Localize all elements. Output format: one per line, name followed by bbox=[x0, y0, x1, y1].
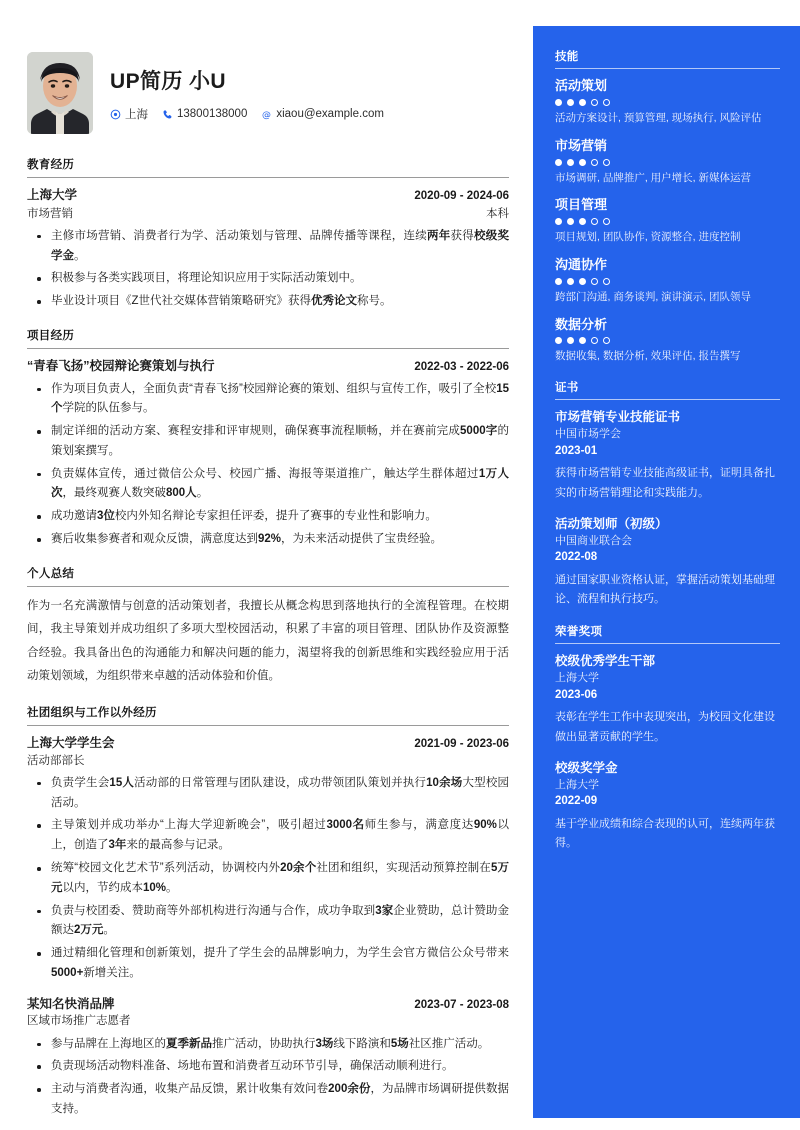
skill-item bbox=[555, 138, 780, 187]
award-name: 校级奖学金 bbox=[555, 760, 618, 775]
skill-level-dot bbox=[579, 278, 586, 285]
activity-bullets bbox=[27, 774, 509, 984]
skill-level-dot bbox=[567, 337, 574, 344]
location-text: 上海 bbox=[125, 109, 148, 121]
list-item: 主修市场营销、消费者行为学、活动策划与管理、品牌传播等课程，连续两年获得校级奖学金。 bbox=[27, 227, 509, 267]
skill-level-dot bbox=[603, 278, 610, 285]
skill-level-dot bbox=[555, 278, 562, 285]
sidebar bbox=[533, 26, 800, 1118]
section-title-education: 教育经历 bbox=[27, 156, 509, 178]
skill-name: 项目管理 bbox=[555, 197, 608, 213]
organization-name: 某知名快消品牌 bbox=[27, 996, 115, 1011]
list-item: 积极参与各类实践项目，将理论知识应用于实际活动策划中。 bbox=[27, 269, 509, 289]
project-date: 2022-03 - 2022-06 bbox=[414, 360, 509, 373]
award-item bbox=[555, 653, 780, 747]
sidebar-section-certificates bbox=[555, 379, 780, 609]
list-item: 毕业设计项目《Z世代社交媒体营销策略研究》获得优秀论文称号。 bbox=[27, 292, 509, 312]
skill-level-dot bbox=[555, 337, 562, 344]
map-pin-icon bbox=[110, 109, 121, 120]
contact-phone bbox=[162, 108, 247, 120]
skill-level-dot bbox=[567, 99, 574, 106]
certificate-item bbox=[555, 516, 780, 610]
skill-keywords: 数据收集, 数据分析, 效果评估, 报告撰写 bbox=[555, 350, 741, 363]
award-org: 上海大学 bbox=[555, 778, 599, 791]
activity-bullets bbox=[27, 1035, 509, 1120]
sidebar-title-certificates: 证书 bbox=[555, 379, 780, 400]
list-item: 赛后收集参赛者和观众反馈，满意度达到92%，为未来活动提供了宝贵经验。 bbox=[27, 530, 509, 550]
award-name: 校级优秀学生干部 bbox=[555, 654, 656, 669]
activity-entry bbox=[27, 995, 509, 1120]
skill-level-dot bbox=[567, 218, 574, 225]
contact-row bbox=[110, 106, 509, 122]
list-item: 主导策划并成功举办“上海大学迎新晚会”，吸引超过3000名师生参与，满意度达90%以上，创造了3年来的最高参与记录。 bbox=[27, 816, 509, 856]
major: 市场营销 bbox=[27, 207, 73, 220]
skill-level-dot bbox=[567, 159, 574, 166]
list-item: 主动与消费者沟通，收集产品反馈，累计收集有效问卷200余份，为品牌市场调研提供数据支持。 bbox=[27, 1080, 509, 1120]
skill-item bbox=[555, 197, 780, 246]
page-title: UP简历 小U bbox=[110, 70, 226, 93]
sidebar-section-skills bbox=[555, 48, 780, 365]
skill-level bbox=[555, 278, 780, 285]
certificate-date: 2023-01 bbox=[555, 444, 598, 457]
svg-text:@: @ bbox=[262, 110, 272, 120]
activity-date: 2021-09 - 2023-06 bbox=[414, 738, 509, 751]
certificate-name: 活动策划师（初级） bbox=[555, 516, 668, 531]
activity-role: 区域市场推广志愿者 bbox=[27, 1015, 131, 1028]
email-text: xiaou@example.com bbox=[276, 108, 384, 120]
section-title-activities: 社团组织与工作以外经历 bbox=[27, 704, 509, 726]
skill-keywords: 活动方案设计, 预算管理, 现场执行, 风险评估 bbox=[555, 111, 762, 124]
skill-level-dot bbox=[555, 159, 562, 166]
list-item: 负责学生会15人活动部的日常管理与团队建设，成功带领团队策划并执行10余场大型校园活动。 bbox=[27, 774, 509, 814]
skill-item bbox=[555, 257, 780, 306]
activity-date: 2023-07 - 2023-08 bbox=[414, 998, 509, 1011]
skill-level-dot bbox=[603, 159, 610, 166]
skill-level bbox=[555, 218, 780, 225]
skill-name: 活动策划 bbox=[555, 78, 608, 93]
school-name: 上海大学 bbox=[27, 188, 78, 202]
skill-list bbox=[555, 78, 780, 365]
list-item: 成功邀请3位校内外知名辩论专家担任评委，提升了赛事的专业性和影响力。 bbox=[27, 507, 509, 527]
skill-level-dot bbox=[591, 159, 598, 166]
skill-level-dot bbox=[603, 218, 610, 225]
education-entry bbox=[27, 186, 509, 312]
education-bullets bbox=[27, 227, 509, 312]
sidebar-title-skills: 技能 bbox=[555, 48, 780, 69]
activity-role: 活动部部长 bbox=[27, 754, 85, 767]
skill-level-dot bbox=[579, 159, 586, 166]
skill-level-dot bbox=[603, 337, 610, 344]
summary-text: 作为一名充满激情与创意的活动策划者，我擅长从概念构思到落地执行的全流程管理。在校期间，我主导策划并成功组织了多项大型校园活动，积累了丰富的项目管理、团队协作及资源整合经验。我具备出色的沟通能力和解决问题的能力，渴望将我的创新思维和实践经验应用于活动策划领域，为组织带来卓越的活动体验和价值。 bbox=[27, 599, 509, 683]
award-item bbox=[555, 760, 780, 854]
resume-header bbox=[27, 52, 509, 134]
skill-keywords: 项目规划, 团队协作, 资源整合, 进度控制 bbox=[555, 231, 741, 244]
skill-level-dot bbox=[555, 218, 562, 225]
section-activities bbox=[27, 704, 509, 1120]
list-item: 统筹“校园文化艺术节”系列活动，协调校内外20余个社团和组织，实现活动预算控制在5万元以内，节约成本10%。 bbox=[27, 859, 509, 899]
avatar bbox=[27, 52, 93, 134]
phone-icon bbox=[162, 109, 173, 120]
skill-level-dot bbox=[579, 99, 586, 106]
skill-level-dot bbox=[567, 278, 574, 285]
certificate-org: 中国商业联合会 bbox=[555, 534, 632, 547]
award-date: 2022-09 bbox=[555, 795, 598, 808]
skill-keywords: 市场调研, 品牌推广, 用户增长, 新媒体运营 bbox=[555, 171, 752, 184]
section-summary bbox=[27, 565, 509, 689]
skill-name: 市场营销 bbox=[555, 137, 608, 153]
award-description: 表彰在学生工作中表现突出，为校园文化建设做出显著贡献的学生。 bbox=[555, 711, 775, 743]
list-item: 作为项目负责人，全面负责“青春飞扬”校园辩论赛的策划、组织与宣传工作，吸引了全校15个学院的队伍参与。 bbox=[27, 380, 509, 420]
list-item: 参与品牌在上海地区的夏季新品推广活动，协助执行3场线下路演和5场社区推广活动。 bbox=[27, 1035, 509, 1055]
education-date: 2020-09 - 2024-06 bbox=[414, 190, 509, 202]
skill-level-dot bbox=[579, 337, 586, 344]
phone-text: 13800138000 bbox=[177, 108, 248, 120]
sidebar-section-awards bbox=[555, 623, 780, 853]
skill-keywords: 跨部门沟通, 商务谈判, 演讲演示, 团队领导 bbox=[555, 290, 752, 303]
certificate-description: 通过国家职业资格认证，掌握活动策划基础理论、流程和执行技巧。 bbox=[555, 573, 775, 606]
certificate-list bbox=[555, 409, 780, 609]
award-description: 基于学业成绩和综合表现的认可，连续两年获得。 bbox=[555, 817, 775, 850]
project-bullets bbox=[27, 380, 509, 550]
skill-item bbox=[555, 317, 780, 366]
sidebar-title-awards: 荣誉奖项 bbox=[555, 623, 780, 644]
skill-level bbox=[555, 337, 780, 344]
skill-level-dot bbox=[591, 218, 598, 225]
certificate-name: 市场营销专业技能证书 bbox=[555, 410, 681, 425]
skill-level-dot bbox=[591, 99, 598, 106]
section-title-projects: 项目经历 bbox=[27, 327, 509, 349]
section-projects bbox=[27, 327, 509, 550]
skill-level-dot bbox=[579, 218, 586, 225]
certificate-date: 2022-08 bbox=[555, 551, 598, 564]
skill-level bbox=[555, 159, 780, 166]
project-entry bbox=[27, 357, 509, 550]
skill-level-dot bbox=[555, 99, 562, 106]
contact-email bbox=[261, 108, 384, 120]
certificate-item bbox=[555, 409, 780, 503]
list-item: 通过精细化管理和创新策划，提升了学生会的品牌影响力，为学生会官方微信公众号带来5000+新增关注。 bbox=[27, 944, 509, 984]
skill-level bbox=[555, 99, 780, 106]
skill-level-dot bbox=[591, 337, 598, 344]
certificate-org: 中国市场学会 bbox=[555, 428, 621, 441]
skill-name: 数据分析 bbox=[555, 316, 608, 332]
list-item: 负责现场活动物料准备、场地布置和消费者互动环节引导，确保活动顺利进行。 bbox=[27, 1057, 509, 1077]
skill-name: 沟通协作 bbox=[555, 256, 608, 272]
award-list bbox=[555, 653, 780, 853]
contact-location bbox=[110, 106, 148, 122]
skill-level-dot bbox=[591, 278, 598, 285]
section-education bbox=[27, 156, 509, 312]
skill-level-dot bbox=[603, 99, 610, 106]
at-sign-icon bbox=[261, 109, 272, 120]
award-date: 2023-06 bbox=[555, 688, 598, 701]
skill-item bbox=[555, 78, 780, 127]
organization-name: 上海大学学生会 bbox=[27, 736, 115, 751]
activity-entry bbox=[27, 734, 509, 984]
degree: 本科 bbox=[486, 207, 509, 220]
certificate-description: 获得市场营销专业技能高级证书，证明具备扎实的市场营销理论和实践能力。 bbox=[555, 467, 775, 499]
list-item: 负责媒体宣传，通过微信公众号、校园广播、海报等渠道推广，触达学生群体超过1万人次，最终观赛人数突破800人。 bbox=[27, 465, 509, 505]
list-item: 负责与校团委、赞助商等外部机构进行沟通与合作，成功争取到3家企业赞助，总计赞助金额达2万元。 bbox=[27, 902, 509, 942]
list-item: 制定详细的活动方案、赛程安排和评审规则，确保赛事流程顺畅，并在赛前完成5000字的策划案撰写。 bbox=[27, 422, 509, 462]
award-org: 上海大学 bbox=[555, 672, 599, 685]
project-name: “青春飞扬”校园辩论赛策划与执行 bbox=[27, 358, 215, 373]
section-title-summary: 个人总结 bbox=[27, 565, 509, 587]
